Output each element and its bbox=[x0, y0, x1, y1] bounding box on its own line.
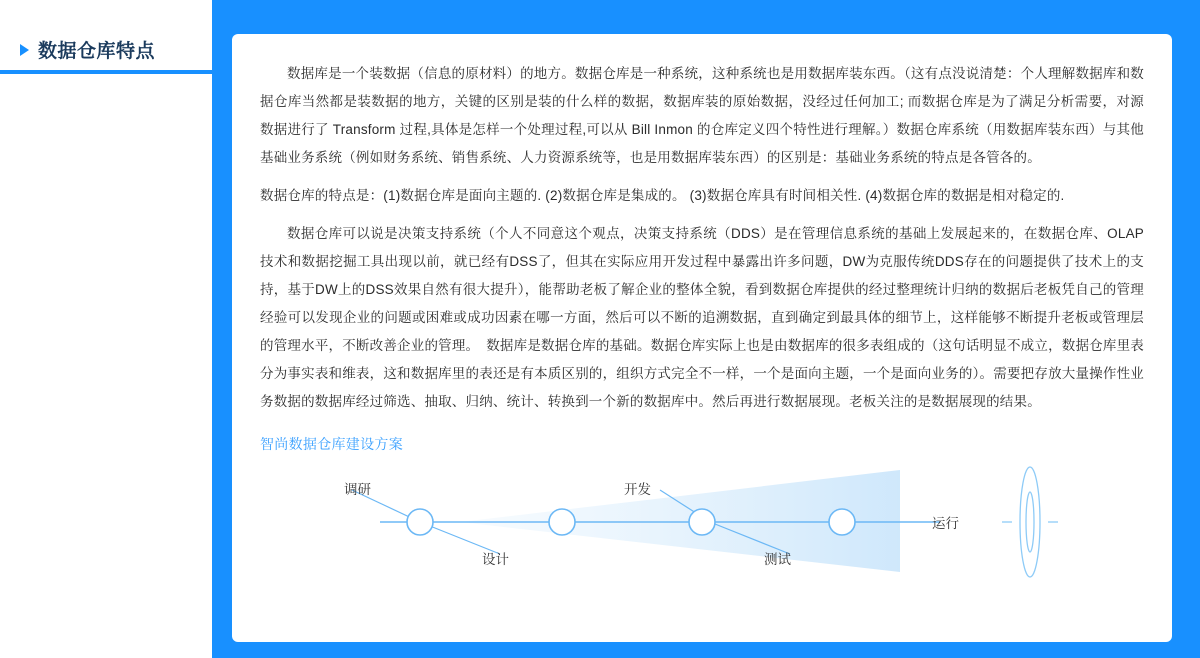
node-circle-2 bbox=[549, 509, 575, 535]
paragraph-3: 数据仓库可以说是决策支持系统（个人不同意这个观点，决策支持系统（DDS）是在管理信息系统的基础上发展起来的，在数据仓库、OLAP技术和数据挖掘工具出现以前，就已经有DSS了，但其在实际应用开发过程中暴露出许多问题，DW为克服传统DDS存在的问题提供了技术上的支持，基于DW上的DSS效果自然有很大提升），能帮助老板了解企业的整体全貌，看到数据仓库提供的经过整理统计归纳的数据后老板凭自己的管理经验可以发现企业的问题或困难或成功因素在哪一方面，然后可以不断的追溯数据，直到确定到最具体的细节上，这样能够不断提升老板或管理层的管理水平，不断改善企业的管理。 数据库是数据仓库的基础。数据仓库实际上也是由数据库的很多表组成的（这句话明显不成立，数据仓库里表分为事实表和维表，这和数据库里的表还是有本质区别的，组织方式完全不一样，一个是面向主题，一个是面向业务的）。需要把存放大量操作性业务数据的数据库经过筛选、抽取、归纳、统计、转换到一个新的数据库中。然后再进行数据展现。老板关注的是数据展现的结果。 bbox=[260, 226, 1144, 409]
diagram-label-ceshi: 测试 bbox=[764, 552, 791, 567]
diagram-label-sheji: 设计 bbox=[482, 552, 509, 567]
content-card bbox=[232, 34, 1172, 642]
lens-shape-outer bbox=[1020, 467, 1040, 577]
diagram-label-yanjiu: 调研 bbox=[344, 482, 371, 497]
paragraph-1: 数据库是一个装数据（信息的原材料）的地方。数据仓库是一种系统，这种系统也是用数据库装东西。（这有点没说清楚：个人理解数据库和数据仓库当然都是装数据的地方，关键的区别是装的什么样的数据，数据库装的原始数据，没经过任何加工; 而数据仓库是为了满足分析需要，对源数据进行了 Transform 过程,具体是怎样一个处理过程,可以从 Bill Inmon 的仓库定义四个特性进行理解。）数据仓库系统（用数据库装东西）与其他基础业务系统（例如财务系统、销售系统、人力资源系统等，也是用数据库装东西）的区别是：基础业务系统的特点是各管各的。 bbox=[260, 66, 1144, 165]
page-title: 数据仓库特点 bbox=[38, 41, 156, 62]
node-circle-4 bbox=[829, 509, 855, 535]
node-circle-1 bbox=[407, 509, 433, 535]
diagram-label-kaifa: 开发 bbox=[624, 482, 651, 497]
process-diagram-svg bbox=[260, 460, 1140, 580]
title-underline bbox=[0, 70, 212, 74]
lens-shape-inner bbox=[1026, 492, 1034, 552]
paragraph-2: 数据仓库的特点是：(1)数据仓库是面向主题的. (2)数据仓库是集成的。 (3)数据仓库具有时间相关性. (4)数据仓库的数据是相对稳定的. bbox=[260, 188, 1065, 203]
diagram-subtitle: 智尚数据仓库建设方案 bbox=[260, 436, 403, 452]
triangle-right-icon bbox=[20, 44, 29, 56]
node-circle-3 bbox=[689, 509, 715, 535]
blue-bottom-strip bbox=[212, 642, 1200, 658]
slide-title-group bbox=[20, 36, 155, 63]
process-diagram bbox=[260, 460, 1140, 580]
diagram-label-yunxing: 运行 bbox=[932, 516, 959, 531]
